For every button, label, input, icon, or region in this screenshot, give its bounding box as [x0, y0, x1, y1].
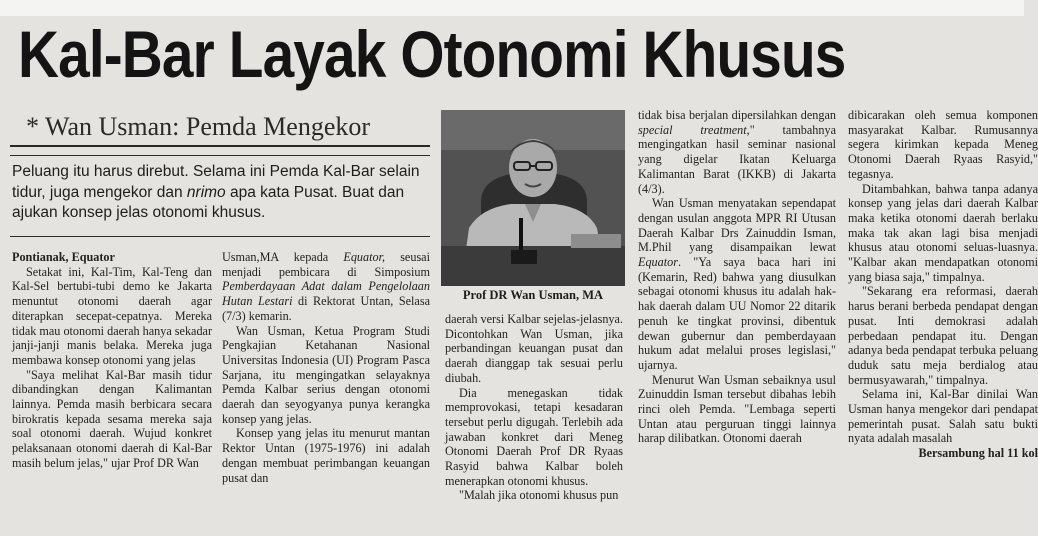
headline: Kal-Bar Layak Otonomi Khusus	[18, 17, 846, 91]
text-column-3	[445, 312, 623, 503]
paragraph: daerah versi Kalbar sejelas-jelasnya. Dicontohkan Wan Usman, jika perbandingan keuangan pusat dan daerah dianggap tak sesuai perlu diubah.	[445, 312, 623, 385]
lead-paragraph	[12, 162, 432, 224]
text-run-italic: Equator	[638, 255, 678, 270]
paragraph: dibicarakan oleh semua komponen masyarakat Kalbar. Rumusannya segera kirimkan kepada Meneg Otonomi Daerah Ryaas Rasyid," tegasnya.	[848, 108, 1038, 181]
text-column-5	[848, 108, 1038, 461]
text-column-4	[638, 108, 836, 446]
divider-rule	[10, 145, 430, 147]
paragraph	[222, 250, 430, 324]
photo-caption: Prof DR Wan Usman, MA	[462, 288, 604, 302]
lead-text: Peluang itu harus direbut. Selama ini Pemda Kal-Bar selain tidur, juga mengekor dan	[12, 163, 420, 201]
continued-notice: Bersambung hal 11 kol	[918, 446, 1038, 461]
paragraph: Menurut Wan Usman sebaiknya usul Zuinuddin Isman tersebut dibahas lebih rinci oleh Pemda. "Lembaga seperti Untan atau perguruan tinggi lainnya harap dilibatkan. Otonomi daerah	[638, 372, 836, 446]
lead-text: apa kata Pusat. Buat dan ajukan konsep jelas otonomi khusus.	[12, 183, 405, 221]
paragraph: Konsep yang jelas itu menurut mantan Rektor Untan (1975-1976) ini adalah dengan membuat perimbangan keuangan pusat dan	[222, 426, 430, 485]
text-run-italic: Pemberdayaan Adat dalam Pengelolaan Hutan Lestari	[222, 279, 430, 309]
dateline: Pontianak, Equator	[12, 250, 115, 264]
paragraph	[638, 108, 836, 196]
paragraph: Dia menegaskan tidak memprovokasi, tetapi kesadaran tersebut perlu digugah. Terlebih ada jawaban konkret dari Meneg Otonomi Daerah Prof DR Ryaas Rasyid bahwa Kalbar boleh menerapkan otonomi khusus.	[445, 385, 623, 488]
paragraph: "Saya melihat Kal-Bar masih tidur dibandingkan dengan Kalimantan lainnya. Pemda masih berbicara secara birokratis kepada sesama mereka saja soal otonomi daerah. Wujud konkret pelaksanaan otonomi daerah di Kal-Bar masih belum jelas," ujar Prof DR Wan	[12, 367, 212, 470]
lead-text-italic: nrimo	[186, 183, 226, 201]
paragraph: Ditambahkan, bahwa tanpa adanya konsep yang jelas dari daerah Kalbar maka ketika otonomi daerah berlaku maka tak akan lagi bisa menjadi khusus atau otonomi seluas-luasnya. "Kalbar akan mendapatkan otonomi yang biasa saja," timpalnya.	[848, 181, 1038, 284]
paragraph: Wan Usman, Ketua Program Studi Pengkajian Ketahanan Nasional Universitas Indonesia (UI) Program Pasca Sarjana, itu mengingatkan selayaknya Pemda Kalbar serius dengan otonomi daerah dan seyogyanya punya kerangka konsep yang jelas.	[222, 323, 430, 426]
text-run: seusai menjadi pembicara di Simposium	[222, 250, 430, 279]
text-run-italic: special treatment,	[638, 122, 750, 137]
divider-rule	[10, 155, 430, 156]
text-run: Usman,MA kepada	[222, 250, 344, 264]
paragraph: "Malah jika otonomi khusus pun	[459, 488, 619, 503]
paragraph	[638, 196, 836, 372]
portrait-illustration	[441, 110, 625, 286]
text-run: tidak bisa berjalan dipersilahkan dengan	[638, 108, 836, 122]
text-run: . "Ya saya baca hari ini (Kemarin, Red) bahwa yang diusulkan sebagai otonomi khusus itu adalah hak-hak daerah dalam UU Nomor 22 ditarik penuh ke tingkat provinsi, dibentuk dewan gubernur dan pemberdayaan hukum adat melalui proses legislasi," ujarnya.	[638, 255, 836, 372]
text-run: di Rektorat Untan, Selasa (7/3) kemarin.	[222, 294, 430, 323]
paragraph: Setakat ini, Kal-Tim, Kal-Teng dan Kal-Sel bertubi-tubi demo ke Jakarta menuntut otonomi daerah agar diterapkan secepat-cepatnya. Mereka tidak mau otonomi daerah hanya sekadar janji-janji manis belaka. Mereka juga membawa konsep otonomi yang jelas	[12, 264, 213, 367]
divider-rule	[10, 236, 430, 237]
paragraph: "Sekarang era reformasi, daerah harus berani berbeda pendapat dengan pusat. Inti demokrasi adalah perbedaan pendapat itu. Dengan adanya beda pendapat terbuka peluang duduk satu meja berdialog atau bermusyawarah," timpalnya.	[848, 284, 1038, 387]
text-run: Wan Usman menyatakan sependapat dengan usulan anggota MPR RI Utusan Daerah Kalbar Drs Zainuddin Isman, M.Phil yang disampaikan lewat	[638, 196, 836, 255]
subhead: * Wan Usman: Pemda Mengekor	[26, 112, 371, 141]
text-run-italic: Equator,	[343, 250, 386, 264]
text-column-1	[12, 250, 212, 471]
text-column-2	[222, 250, 430, 485]
paragraph: Selama ini, Kal-Bar dinilai Wan Usman hanya mengekor dari pendapat pemerintah pusat. Salah satu bukti nyata adalah masalah	[848, 387, 1038, 446]
text-run: " tambahnya mengingatkan hasil seminar nasional yang digelar Ikatan Keluarga Kalimantan Barat (IKKB) di Jakarta (4/3).	[638, 122, 836, 196]
portrait-photo	[441, 110, 625, 286]
